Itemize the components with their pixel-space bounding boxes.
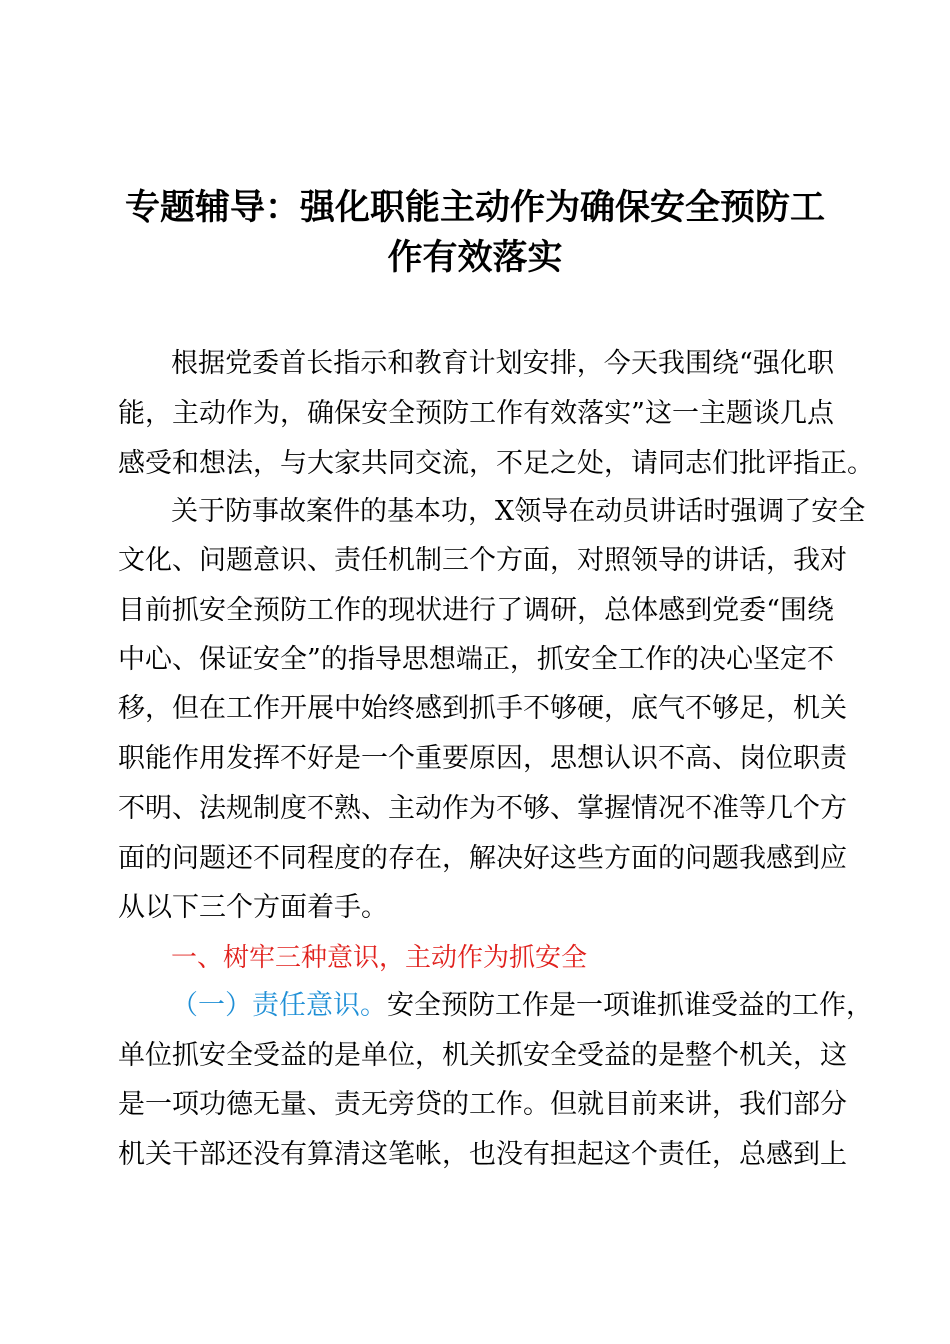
paragraph-2-line-9: 从以下三个方面着手。 — [118, 892, 388, 923]
section-heading-1: 一、树牢三种意识，主动作为抓安全 — [171, 943, 588, 973]
document-title-line-1: 专题辅导：强化职能主动作为确保安全预防工 — [124, 187, 825, 228]
paragraph-3-line-3: 机关干部还没有算清这笔帐，也没有担起这个责任，总感到上 — [118, 1139, 847, 1170]
subsection-1-first-text: 安全预防工作是一项谁抓谁受益的工作， — [387, 990, 873, 1021]
paragraph-1-line-3: 感受和想法，与大家共同交流，不足之处，请同志们批评指正。 — [118, 448, 874, 479]
paragraph-3-line-2: 是一项功德无量、责无旁贷的工作。但就目前来讲，我们部分 — [118, 1089, 847, 1120]
paragraph-2-line-1: 关于防事故案件的基本功，X领导在动员讲话时强调了安全 — [171, 496, 866, 527]
paragraph-2-line-6: 职能作用发挥不好是一个重要原因，思想认识不高、岗位职责 — [118, 743, 847, 774]
paragraph-3-line-1: 单位抓安全受益的是单位，机关抓安全受益的是整个机关，这 — [118, 1040, 847, 1071]
subsection-1-label: （一）责任意识。 — [171, 990, 387, 1021]
paragraph-1-line-2: 能，主动作为，确保安全预防工作有效落实”这一主题谈几点 — [118, 398, 834, 429]
paragraph-1-line-1: 根据党委首长指示和教育计划安排，今天我围绕“强化职 — [171, 348, 834, 379]
paragraph-2-line-5: 移，但在工作开展中始终感到抓手不够硬，底气不够足，机关 — [118, 693, 847, 724]
paragraph-2-line-2: 文化、问题意识、责任机制三个方面，对照领导的讲话，我对 — [118, 545, 847, 576]
paragraph-2-line-8: 面的问题还不同程度的存在，解决好这些方面的问题我感到应 — [118, 843, 847, 874]
subsection-1-first-line — [171, 987, 873, 1025]
document-title-line-2: 作有效落实 — [387, 237, 563, 278]
paragraph-2-line-4: 中心、保证安全”的指导思想端正，抓安全工作的决心坚定不 — [118, 644, 834, 675]
paragraph-2-line-7: 不明、法规制度不熟、主动作为不够、掌握情况不准等几个方 — [118, 793, 847, 824]
paragraph-2-line-3: 目前抓安全预防工作的现状进行了调研，总体感到党委“围绕 — [118, 595, 834, 626]
